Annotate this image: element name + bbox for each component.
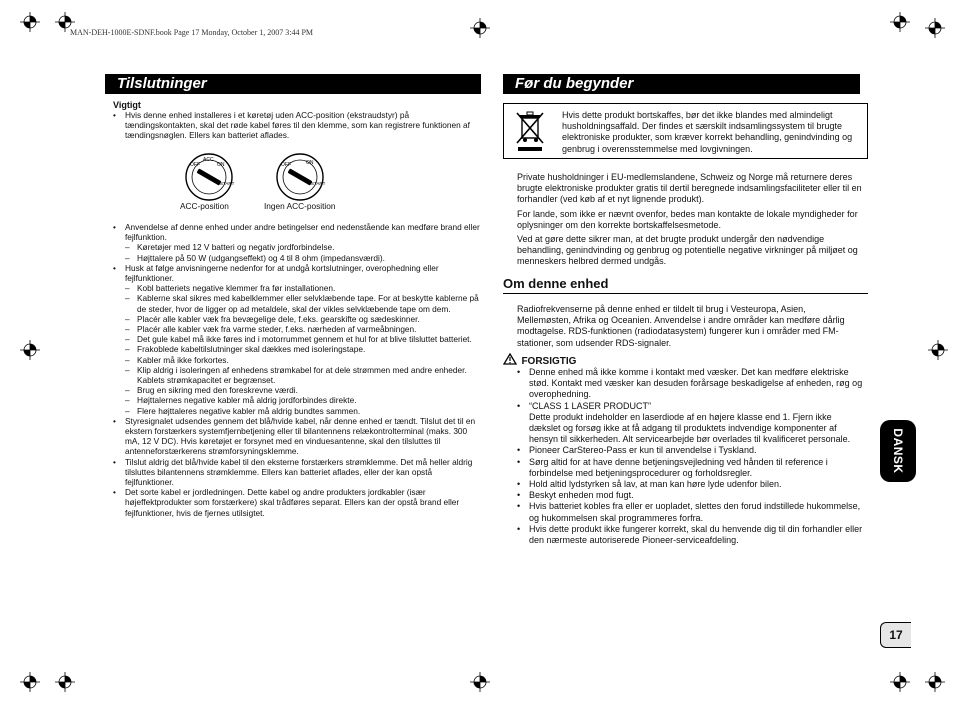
registration-mark-top-right-2	[925, 18, 945, 38]
registration-mark-bottom-right	[890, 672, 910, 692]
note-sub-item: – Placér alle kabler væk fra bevægelige dele, f.eks. gearskifte og sædeskinner.	[125, 314, 481, 324]
note-sub-item: – Brug en sikring med den foreskrevne værdi.	[125, 385, 481, 395]
switch1-off: OFF	[190, 162, 200, 168]
registration-mark-bottom-left-2	[55, 672, 75, 692]
heading-rule	[503, 293, 868, 294]
note-sub-item: – Klip aldrig i isoleringen af enhedens strømkabel for at dele strømmen med andre enheder. Kablets strømkapacitet er begrænset.	[125, 365, 481, 385]
registration-mark-top-left	[20, 12, 40, 32]
disposal-notice-box	[503, 103, 868, 159]
switch2-off: OFF	[281, 162, 291, 168]
note-sub-item: – Kabler må ikke forkortes.	[125, 355, 481, 365]
caution-item: • Denne enhed må ikke komme i kontakt med væsker. Det kan medføre elektriske stød. Kontakt med væsker kan desuden forårsage beskadigelse af enheden, røg og overophedning.	[517, 367, 865, 401]
registration-mark-top-right	[890, 12, 910, 32]
caution-item: • Hold altid lydstyrken så lav, at man kan høre lyde udenfor bilen.	[517, 479, 865, 490]
vigtigt-heading: Vigtigt	[113, 100, 141, 110]
caption-acc-position: ACC-position	[180, 201, 229, 211]
switch1-on: ON	[217, 162, 225, 168]
left-column	[113, 100, 478, 141]
paragraph: Ved at gøre dette sikrer man, at det brugte produkt undergår den nødvendige behandling, genindvinding og genbrug og potentielle negative virkninger på miljøet og menneskers helbred dermed undgås.	[517, 234, 858, 267]
language-tab-dansk	[880, 420, 916, 482]
ignition-switch-acc	[184, 152, 234, 202]
section-title-foer-du-begynder: Før du begynder	[503, 74, 860, 94]
note-sub-item: – Frakoblede kabeltilslutninger skal dækkes med isoleringstape.	[125, 344, 481, 354]
caution-item: • Beskyt enheden mod fugt.	[517, 490, 865, 501]
note-sub-item: – Flere højttaleres negative kabler må aldrig bundtes sammen.	[125, 406, 481, 416]
heading-om-denne-enhed: Om denne enhed	[503, 276, 609, 291]
note-item-3: • Styresignalet udsendes gennem det blå/hvide kabel, når denne enhed er tændt. Tilslut det til en ekstern forstærkers systemfjernbetjening eller til bilantennens relækontrolterminal (maks. 300 mA, 12 V DC). Hvis køretøjet er forsynet med en vinduesantenne, skal den tilsluttes til antenneforstærkerens strømforsyningsklemme.	[113, 416, 481, 457]
note-item-1: • Anvendelse af denne enhed under andre betingelser end nedenstående kan medføre brand eller fejlfunktion. – Køretøjer med 12 V batteri og negativ jordforbindelse. – Højttalere på 50 W (udgangseffekt) og 4 til 8 ohm (impedansværdi).	[113, 222, 481, 263]
caution-item: • Pioneer CarStereo-Pass er kun til anvendelse i Tyskland.	[517, 445, 865, 456]
note-item-2: • Husk at følge anvisningerne nedenfor for at undgå kortslutninger, overophedning eller fejlfunktioner. – Kobl batteriets negative klemmer fra før installationen. – Kablerne skal sikres med kabelklemmer eller selvklæbende tape. For at beskytte kablerne på de steder, hvor de ligger op ad metaldele, skal der vikles selvklæbende tape om dem. – Placér alle kabler væk fra bevægelige dele, f.eks. gearskifte og sædeskinner. – Placér alle kabler væk fra varme steder, f.eks. nærheden af varmeåbningen. – Det gule kabel må ikke føres ind i motorrummet gennem et hul for at blive tilsluttet batteriet. – Frakoblede kabeltilslutninger skal dækkes med isoleringstape. – Kabler må ikke forkortes. – Klip aldrig i isoleringen af enhedens strømkabel for at dele strømmen med andre enheder. Kablets strømkapacitet er begrænset. – Brug en sikring med den foreskrevne værdi. – Højttalernes negative kabler må aldrig jordforbindes direkte. – Flere højttaleres negative kabler må aldrig bundtes sammen.	[113, 263, 481, 416]
section-title-tilslutninger: Tilslutninger	[105, 74, 481, 94]
caution-title: FORSIGTIG	[521, 356, 577, 367]
language-tab-label: DANSK	[891, 428, 905, 474]
caution-item: • Sørg altid for at have denne betjeningsvejledning ved hånden til reference i forbindelse med betjeningsprocedurer og forholdsregler.	[517, 457, 865, 479]
book-slug-header: MAN-DEH-1000E-SDNF.book Page 17 Monday, October 1, 2007 3:44 PM	[70, 28, 314, 37]
right-column	[517, 172, 862, 271]
registration-mark-top-center	[470, 18, 490, 38]
note-item-4: • Tilslut aldrig det blå/hvide kabel til den eksterne forstærkers strømklemme. Det må heller aldrig tilsluttes bilantennens strømklemme. Ellers kan batteriet aflades, eller der kan opstå fejlfunktioner.	[113, 457, 481, 488]
note-sub-item: – Kablerne skal sikres med kabelklemmer eller selvklæbende tape. For at beskytte kablerne på de steder, hvor de ligger op ad metaldele, skal der vikles selvklæbende tape om dem.	[125, 293, 481, 313]
caption-no-acc-position: Ingen ACC-position	[264, 201, 336, 211]
switch2-on: ON	[306, 160, 314, 166]
ignition-switch-no-acc	[275, 152, 325, 202]
caution-item: • Hvis batteriet kobles fra eller er uopladet, slettes den forud indstillede hukommelse, og hukommelsen skal programmeres forfra.	[517, 501, 865, 523]
registration-mark-bottom-left	[20, 672, 40, 692]
about-text: Radiofrekvenserne på denne enhed er tildelt til brug i Vesteuropa, Asien, Mellemøsten, Afrika og Oceanien. Anvendelse i andre områder kan medføre dårlig modtagelse. RDS-funktionen (radiodatasystem) fungerer kun i områder med FM-stationer, som udsender RDS-signaler.	[517, 304, 845, 348]
switch1-acc: ACC	[203, 157, 214, 163]
switch1-start: START	[220, 181, 234, 186]
registration-mark-bottom-center	[470, 672, 490, 692]
paragraph: Private husholdninger i EU-medlemslandene, Schweiz og Norge må returnere deres brugte elektroniske produkter gratis til dertil beregnede indsamlingsfaciliteter eller til en forhandler (ved køb af et nyt lignende produkt).	[517, 172, 862, 205]
note-sub-item: – Højttalere på 50 W (udgangseffekt) og 4 til 8 ohm (impedansværdi).	[125, 253, 481, 263]
caution-item: • “CLASS 1 LASER PRODUCT” Dette produkt indeholder en laserdiode af en højere klasse end 1. Fjern ikke dækslet og forsøg ikke at få adgang til produktets indvendige komponenter af hensyn til sikkerheden. Alt servicearbejde bør overlades til kvalificeret personale.	[517, 401, 865, 446]
note-sub-item: – Køretøjer med 12 V batteri og negativ jordforbindelse.	[125, 242, 481, 252]
crossed-bin-icon	[514, 110, 546, 154]
paragraph: For lande, som ikke er nævnt ovenfor, bedes man kontakte de lokale myndigheder for oplysninger om den korrekte bortskaffelsesmetode.	[517, 208, 858, 230]
registration-mark-bottom-right-2	[925, 672, 945, 692]
disposal-notice-text: Hvis dette produkt bortskaffes, bør det ikke blandes med almindeligt husholdningsaffald. Der findes et særskilt indsamlingssystem til brugte elektroniske produkter, som kræver korrekt behandling, genindvinding og genbrug i overensstemmelse med lovgivningen.	[562, 110, 853, 154]
vigtigt-list	[113, 110, 478, 141]
note-sub-item: – Det gule kabel må ikke føres ind i motorrummet gennem et hul for at blive tilsluttet batteriet.	[125, 334, 481, 344]
vigtigt-item: • Hvis denne enhed installeres i et køretøj uden ACC-position (ekstraudstyr) på tændingskontakten, skal det røde kabel føres til den klemme, som kan registrere funktionen af tændingsnøglen. Ellers kan batteriet aflades.	[113, 110, 478, 141]
switch2-start: START	[311, 181, 325, 186]
warning-triangle-icon	[503, 353, 517, 365]
caution-item: • Hvis dette produkt ikke fungerer korrekt, skal du henvende dig til din forhandler eller den nærmeste autoriserede Pioneer-serviceafdeling.	[517, 524, 865, 546]
note-sub-item: – Kobl batteriets negative klemmer fra før installationen.	[125, 283, 481, 293]
note-sub-item: – Placér alle kabler væk fra varme steder, f.eks. nærheden af varmeåbningen.	[125, 324, 481, 334]
connection-notes	[113, 222, 481, 518]
note-item-5: • Det sorte kabel er jordledningen. Dette kabel og andre produkters jordkabler (især højeffektprodukter som forstærkere) skal trådføres separat. Ellers kan der opstå brand eller fejlfunktioner, hvis de fjernes utilsigtet.	[113, 487, 481, 518]
caution-list	[517, 367, 865, 546]
note-sub-item: – Højttalernes negative kabler må aldrig jordforbindes direkte.	[125, 395, 481, 405]
registration-mark-left-middle	[20, 340, 40, 360]
registration-mark-right-middle	[928, 340, 948, 360]
page-number: 17	[880, 622, 911, 648]
